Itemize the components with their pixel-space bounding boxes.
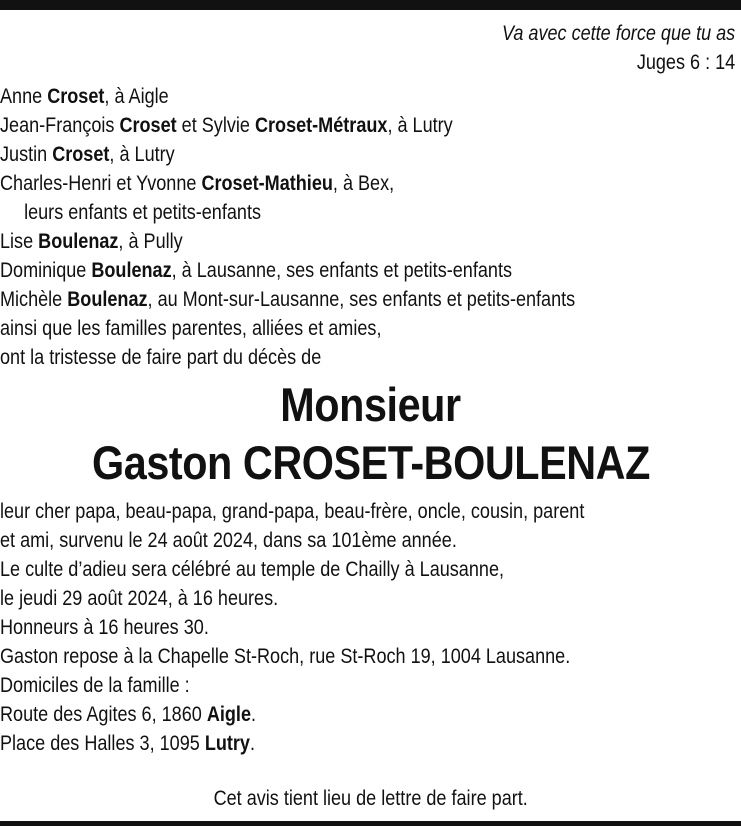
family-line: Lise Boulenaz, à Pully [0,230,183,253]
details-line: Honneurs à 16 heures 30. [0,616,209,639]
announcement-line: ont la tristesse de faire part du décès de [0,346,322,369]
details-line: Domiciles de la famille : [0,674,190,697]
details-line: Le culte d’adieu sera célébré au temple de Chailly à Lausanne, [0,558,505,581]
family-line: Justin Croset, à Lutry [0,143,175,166]
family-line: Dominique Boulenaz, à Lausanne, ses enfants et petits-enfants [0,259,512,282]
details-line: Gaston repose à la Chapelle St-Roch, rue St-Roch 19, 1004 Lausanne. [0,645,571,668]
epigraph-reference: Juges 6 : 14 [636,51,735,74]
deceased-name: Gaston CROSET-BOULENAZ [91,436,650,489]
bottom-rule [0,821,741,826]
details-line: leur cher papa, beau-papa, grand-papa, beau-frère, oncle, cousin, parent [0,500,585,523]
family-line: Anne Croset, à Aigle [0,85,169,108]
honorific-title: Monsieur [280,378,461,431]
epigraph-text: Va avec cette force que tu as [501,22,735,45]
epigraph [502,19,735,77]
family-list [0,82,575,372]
family-line: Jean-François Croset et Sylvie Croset-Métraux, à Lutry [0,114,453,137]
details-line: le jeudi 29 août 2024, à 16 heures. [0,587,279,610]
address-line: Route des Agites 6, 1860 Aigle. [0,703,257,726]
family-line-continued: leurs enfants et petits-enfants [24,201,262,224]
footer-note: Cet avis tient lieu de lettre de faire part. [213,787,528,810]
top-rule [0,0,741,10]
family-line: Michèle Boulenaz, au Mont-sur-Lausanne, ses enfants et petits-enfants [0,288,576,311]
details-line: et ami, survenu le 24 août 2024, dans sa 101ème année. [0,529,457,552]
details-text [0,497,584,758]
family-closing-line: ainsi que les familles parentes, alliées et amies, [0,317,382,340]
address-line: Place des Halles 3, 1095 Lutry. [0,732,255,755]
family-line: Charles-Henri et Yvonne Croset-Mathieu, à Bex, [0,172,395,195]
